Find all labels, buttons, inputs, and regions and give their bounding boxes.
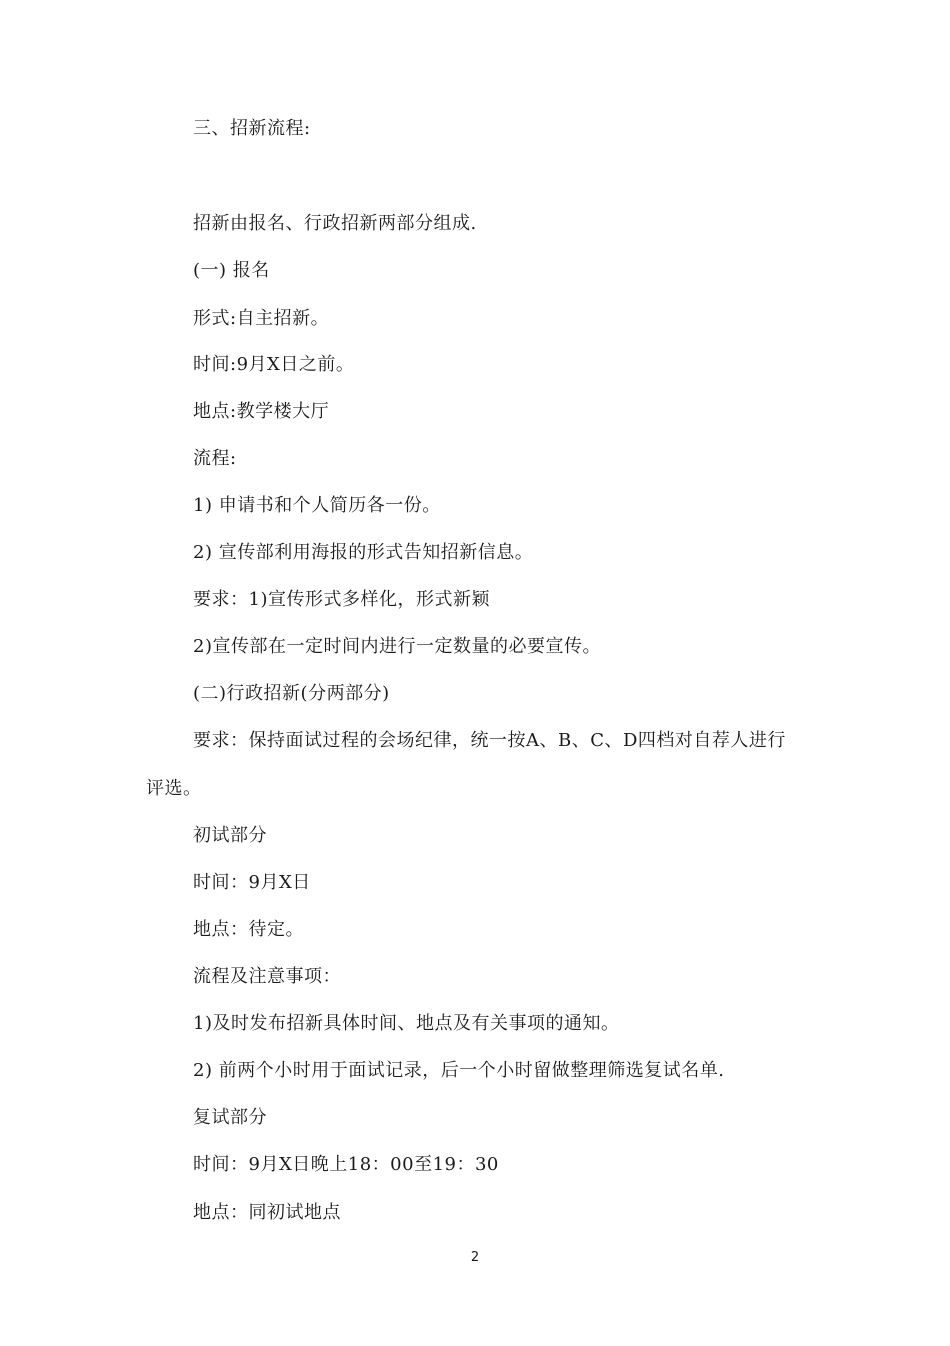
list-item: 1) 申请书和个人简历各一份。 bbox=[193, 495, 441, 516]
list-item: 2) 宣传部利用海报的形式告知招新信息。 bbox=[193, 542, 534, 563]
paragraph-line: 复试部分 bbox=[193, 1107, 267, 1128]
paragraph-line: 要求：1)宣传形式多样化，形式新颖 bbox=[193, 589, 490, 610]
subsection-heading: (二)行政招新(分两部分) bbox=[193, 683, 390, 704]
list-item: 1)及时发布招新具体时间、地点及有关事项的通知。 bbox=[193, 1013, 620, 1034]
list-item: 2) 前两个小时用于面试记录，后一个小时留做整理筛选复试名单. bbox=[193, 1060, 725, 1081]
paragraph-line: 地点：同初试地点 bbox=[193, 1202, 341, 1223]
page-number: 2 bbox=[470, 1250, 480, 1265]
paragraph-line: 流程及注意事项： bbox=[193, 966, 341, 987]
subsection-heading: (一) 报名 bbox=[193, 260, 270, 281]
paragraph-line: 流程: bbox=[193, 448, 237, 469]
section-heading: 三、招新流程: bbox=[193, 118, 311, 139]
paragraph-line: 时间：9月X日晚上18：00至19：30 bbox=[193, 1154, 499, 1175]
paragraph-line: 地点:教学楼大厅 bbox=[193, 401, 330, 422]
paragraph-continuation: 评选。 bbox=[146, 778, 202, 799]
paragraph-line: 地点：待定。 bbox=[193, 919, 304, 940]
paragraph-line: 2)宣传部在一定时间内进行一定数量的必要宣传。 bbox=[193, 636, 601, 657]
paragraph-line: 时间:9月X日之前。 bbox=[193, 354, 355, 375]
paragraph-line: 形式:自主招新。 bbox=[193, 308, 330, 329]
paragraph-line: 招新由报名、行政招新两部分组成. bbox=[193, 213, 477, 234]
paragraph-line: 要求：保持面试过程的会场纪律，统一按A、B、C、D四档对自荐人进行 bbox=[193, 730, 786, 751]
paragraph-line: 时间：9月X日 bbox=[193, 872, 311, 893]
paragraph-line: 初试部分 bbox=[193, 825, 267, 846]
